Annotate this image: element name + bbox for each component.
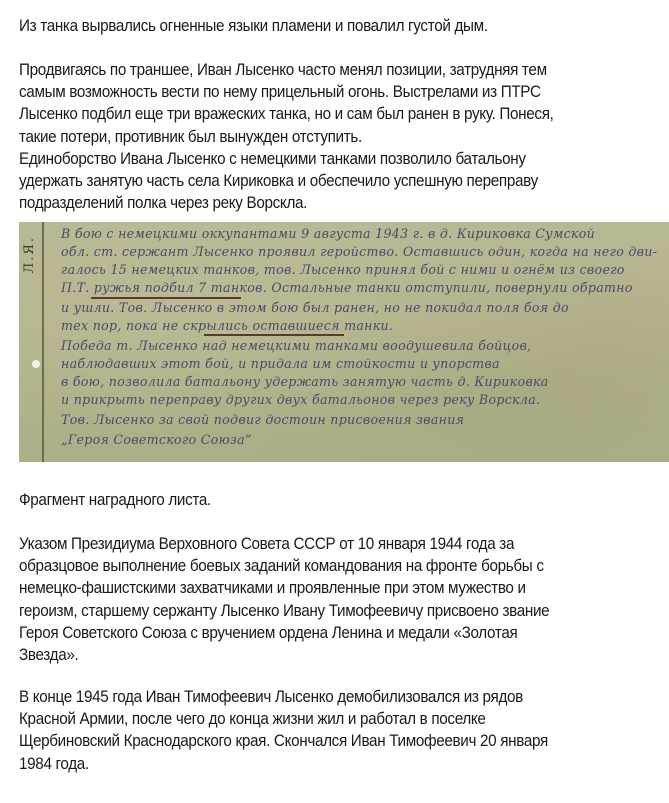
text-line: Продвигаясь по траншее, Иван Лысенко часто менял позиции, затрудняя тем — [19, 61, 547, 79]
underline-mark — [204, 334, 344, 336]
text-line: Звезда». — [19, 646, 79, 665]
text-line: Красной Армии, после чего до конца жизни жил и работал в поселке — [19, 710, 486, 729]
text-line: Щербиновский Краснодарского края. Скончался Иван Тимофеевич 20 января — [19, 732, 548, 751]
handwritten-line: наблюдавших этот бой, и придала им стойкости и упорства — [61, 356, 500, 371]
margin-line — [42, 222, 44, 462]
text-line: немецко-фашистскими захватчиками и проявленные при этом мужество и — [19, 579, 526, 598]
handwritten-line: и ушли. Тов. Лысенко в этом бою был ранен, но не покидал поля боя до — [61, 300, 569, 315]
text-line: самым возможность вести по нему прицельный огонь. Выстрелами из ПТРС — [19, 83, 541, 102]
handwritten-line: Тов. Лысенко за свой подвиг достоин присвоения звания — [61, 412, 465, 427]
text-line: Указом Президиума Верховного Совета СССР от 10 января 1944 года за — [19, 535, 515, 553]
handwritten-line: П.Т. ружья подбил 7 танков. Остальные танки отступили, повернули обратно — [61, 280, 633, 295]
text-line: В конце 1945 года Иван Тимофеевич Лысенко демобилизовался из рядов — [19, 688, 523, 706]
award-sheet-image — [19, 222, 669, 462]
caption-text: Фрагмент наградного листа. — [19, 491, 211, 509]
handwritten-line: и прикрыть переправу других двух батальонов через реку Ворскла. — [61, 392, 541, 407]
text-line: Единоборство Ивана Лысенко с немецкими танками позволило батальону — [19, 149, 526, 168]
handwritten-line: в бою, позволила батальону удержать занятую часть д. Кириковка — [61, 374, 549, 389]
paragraph-trench-battle — [19, 59, 669, 214]
handwritten-line: обл. ст. сержант Лысенко проявил геройство. Оставшись один, когда на него дви- — [61, 244, 658, 259]
paragraph-tank-fire — [19, 15, 669, 37]
paragraph-decree — [19, 533, 669, 666]
paragraph-later-life — [19, 686, 669, 775]
text-line: подразделений полка через реку Ворскла. — [19, 194, 308, 213]
text-line: такие потери, противник был вынужден отступить. — [19, 127, 362, 146]
text-line: удержать занятую часть села Кириковка и обеспечило успешную переправу — [19, 172, 538, 191]
text-line: 1984 года. — [19, 754, 89, 773]
punch-hole — [32, 360, 40, 368]
text-line: героизм, старшему сержанту Лысенко Ивану Тимофеевичу присвоено звание — [19, 601, 550, 620]
text-line: образцовое выполнение боевых заданий командования на фронте борьбы с — [19, 557, 544, 576]
margin-stamp: Л.Я. — [22, 236, 37, 274]
handwritten-line: тех пор, пока не скрылись оставшиеся танки. — [61, 318, 394, 333]
text-line: Лысенко подбил еще три вражеских танка, но и сам был ранен в руку. Понеся, — [19, 105, 554, 124]
text-line: Из танка вырвались огненные языки пламени и повалил густой дым. — [19, 17, 488, 35]
handwritten-line: „Героя Советского Союза“ — [61, 432, 252, 447]
handwritten-line: В бою с немецкими оккупантами 9 августа 1943 г. в д. Кириковка Сумской — [61, 226, 596, 241]
image-caption — [19, 489, 669, 511]
handwritten-line: Победа т. Лысенко над немецкими танками воодушевила бойцов, — [61, 338, 532, 353]
text-line: Героя Советского Союза с вручением ордена Ленина и медали «Золотая — [19, 623, 518, 642]
handwritten-line: галось 15 немецких танков, тов. Лысенко принял бой с ними и огнём из своего — [61, 262, 625, 277]
